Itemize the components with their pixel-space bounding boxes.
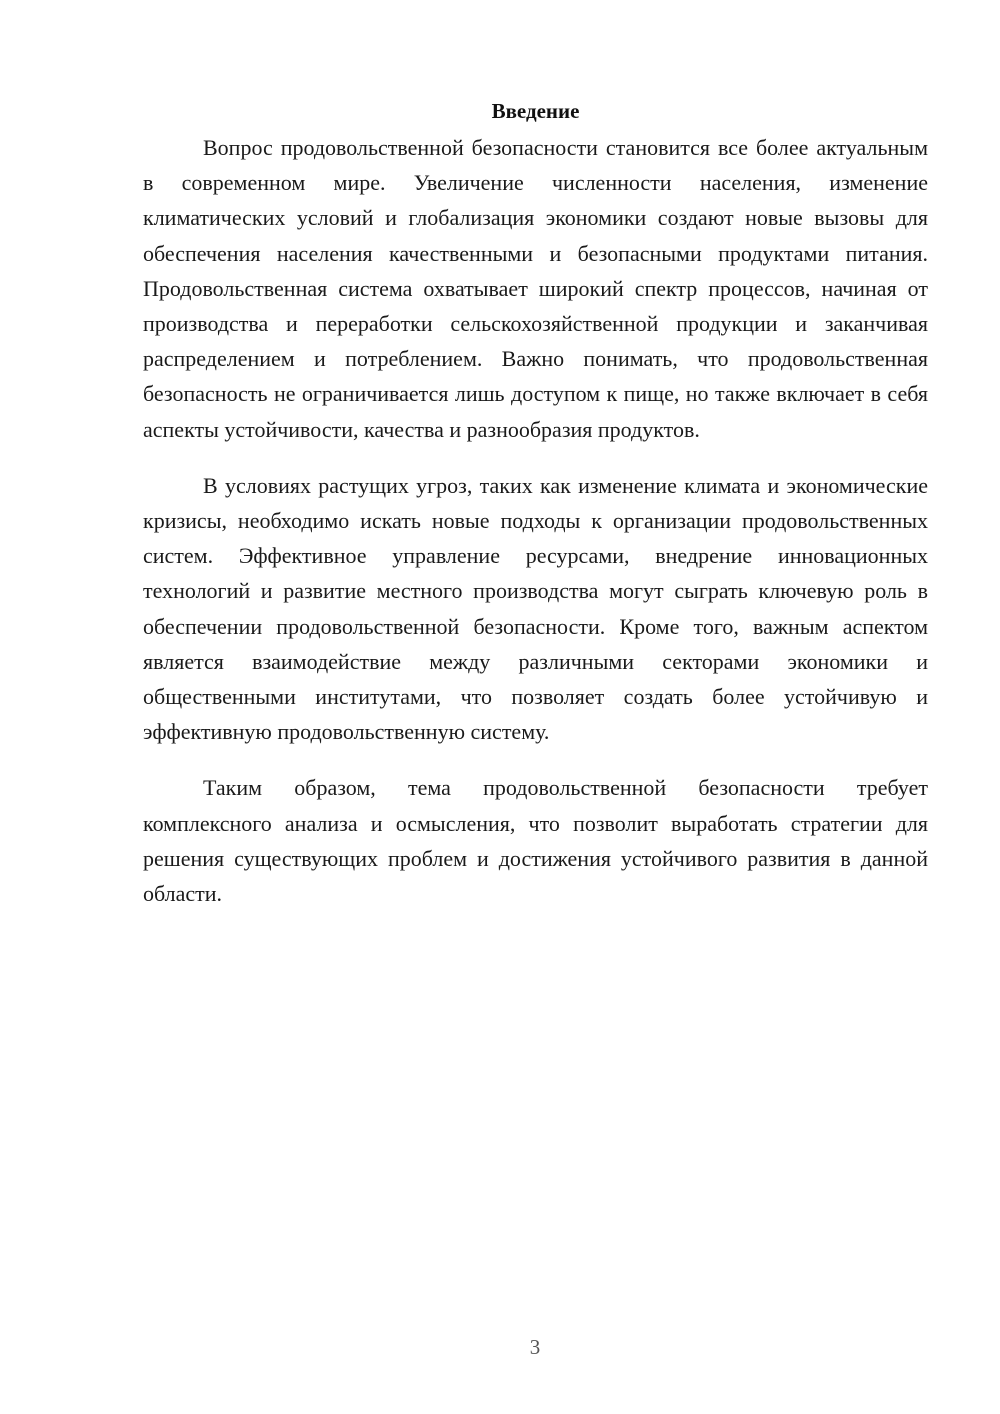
- paragraph-2: В условиях растущих угроз, таких как изменение климата и экономические кризисы, необходимо искать новые подходы к организации продовольственных систем. Эффективное управление ресурсами, внедрение инновационных технологий и развитие местного производства могут сыграть ключевую роль в обеспечении продовольственной безопасности. Кроме того, важным аспектом является взаимодействие между различными секторами экономики и общественными институтами, что позволяет создать более устойчивую и эффективную продовольственную систему.: [143, 472, 928, 745]
- paragraph-3: Таким образом, тема продовольственной безопасности требует комплексного анализа и осмысления, что позволит выработать стратегии для решения существующих проблем и достижения устойчивого развития в данной области.: [143, 775, 928, 907]
- page-number: 3: [529, 1335, 541, 1359]
- paragraph-1: Вопрос продовольственной безопасности становится все более актуальным в современном мире. Увеличение численности населения, изменение климатических условий и глобализация экономики создают новые вызовы для обеспечения населения качественными и безопасными продуктами питания. Продовольственная система охватывает широкий спектр процессов, начиная от производства и переработки сельскохозяйственной продукции и заканчивая распределением и потреблением. Важно понимать, что продовольственная безопасность не ограничивается лишь доступом к пище, но также включает в себя аспекты устойчивости, качества и разнообразия продуктов.: [143, 135, 928, 442]
- document-page: [143, 96, 928, 911]
- section-heading: Введение: [491, 99, 580, 123]
